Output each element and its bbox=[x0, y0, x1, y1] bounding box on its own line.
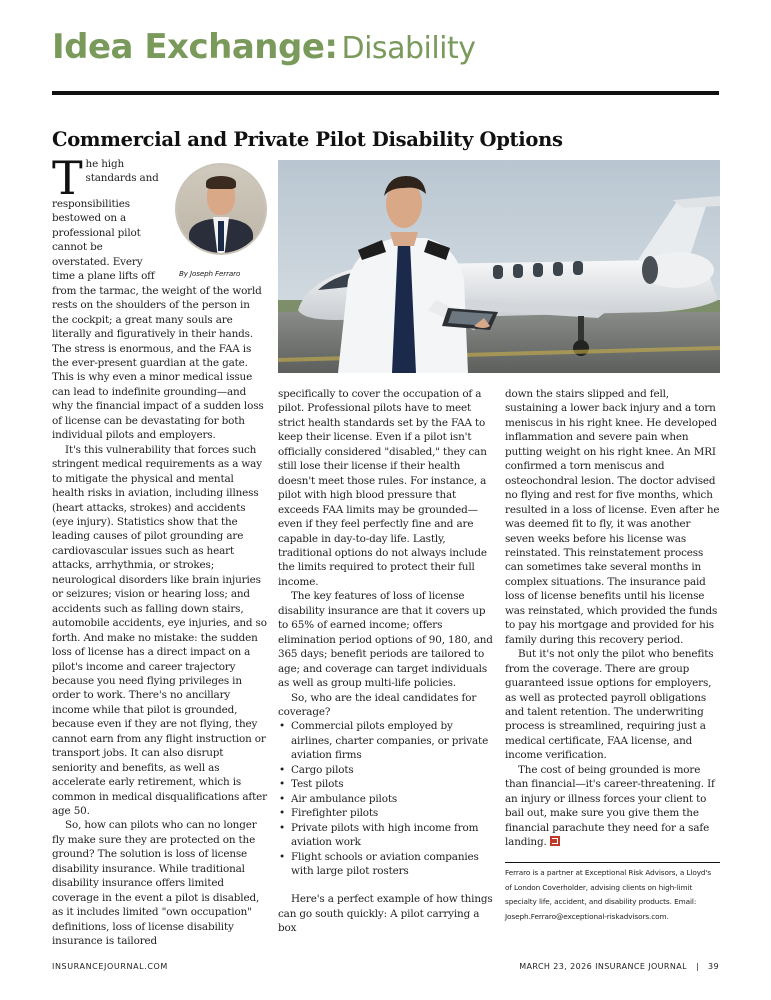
footer-website: INSURANCEJOURNAL.COM bbox=[52, 962, 168, 971]
list-item: • Air ambulance pilots bbox=[278, 792, 496, 806]
page-number: 39 bbox=[708, 962, 719, 971]
author-block bbox=[169, 157, 267, 281]
paragraph: The cost of being grounded is more than financial—it's career-threatening. If an injury or illness forces your client to bail out, make sure you give them the financial parachute they need for a safe landing. bbox=[505, 763, 715, 849]
paragraph: But it's not only the pilot who benefits from the coverage. There are group guaranteed issue options for employers, as well as protected payroll obligations and talent retention. The underwriting process is streamlined, requiring just a medical certificate, FAA license, and income verification. bbox=[505, 648, 714, 762]
paragraph: specifically to cover the occupation of a pilot. Professional pilots have to meet strict health standards set by the FAA to keep their license. Even if a pilot isn't officially considered "disabled," they can still lose their license if their health doesn't meet those rules. For instance, a pilot with high blood pressure that exceeds FAA limits may be grounded—even if they feel perfectly fine and are capable in day-to-day life. Lastly, traditional options do not always include the limits required to protect their full income. bbox=[278, 388, 487, 588]
list-item: • Firefighter pilots bbox=[278, 806, 496, 820]
end-of-article-icon bbox=[550, 836, 560, 846]
article-column-1 bbox=[52, 151, 267, 949]
list-item: • Cargo pilots bbox=[278, 763, 496, 777]
list-item: • Test pilots bbox=[278, 777, 496, 791]
folio-separator: | bbox=[695, 962, 700, 971]
paragraph: So, who are the ideal candidates for coverage? bbox=[278, 691, 477, 718]
byline: By Joseph Ferraro bbox=[179, 269, 241, 278]
footer-folio bbox=[519, 962, 719, 971]
article-headline: Commercial and Private Pilot Disability Options bbox=[52, 128, 563, 152]
paragraph: The key features of loss of license disability insurance are that it covers up to 65% of earned income; offers elimination period options of 90, 180, and 365 days; benefit periods are tailored to age; and coverage can target individuals as well as group multi-life policies. bbox=[278, 590, 493, 690]
pilot-photo bbox=[278, 160, 720, 373]
bio-divider bbox=[505, 862, 720, 863]
publication-name: INSURANCE JOURNAL bbox=[595, 962, 687, 971]
paragraph: Here's a perfect example of how things can go south quickly: A pilot carrying a box bbox=[278, 893, 493, 935]
paragraph: down the stairs slipped and fell, sustaining a lower back injury and a torn meniscus in his right knee. He developed inflammation and severe pain when putting weight on his right knee. An MRI confirmed a torn meniscus and osteochondral lesion. The doctor advised no flying and rest for five months, which resulted in a loss of license. Even after he was deemed fit to fly, it was another seven weeks before his license was reinstated. This reinstatement process can sometimes take several months in complex situations. The insurance paid loss of license benefits until his license was reinstated, which provided the funds to pay his mortgage and provided for his family during this recovery period. bbox=[505, 388, 720, 646]
article-column-2 bbox=[278, 387, 496, 936]
author-bio: Ferraro is a partner at Exceptional Risk Advisors, a Lloyd's of London Coverholder, advising clients on high-limit specialty life, accident, and disability products. Email: Joseph.Ferraro@exceptional-riskadvisors.com. bbox=[505, 868, 712, 922]
paragraph: The high standards and responsibilities bestowed on a professional pilot cannot be overstated. Every time a plane lifts off from the tarmac, the weight of the world rests on the shoulders of the person in the cockpit; a great many souls are literally and figuratively in their hands. The stress is enormous, and the FAA is the ever-present guardian at the gate. This is why even a minor medical issue can lead to indefinite grounding—and why the financial impact of a sudden loss of license can be devastating for both individual pilots and employers. bbox=[52, 151, 264, 442]
author-photo bbox=[175, 163, 267, 255]
list-item: • Commercial pilots employed by airlines, charter companies, or private aviation firms bbox=[278, 719, 496, 762]
pilot-with-jet-illustration bbox=[278, 160, 720, 373]
paragraph: It's this vulnerability that forces such stringent medical requirements as a way to mitigate the physical and mental health risks in aviation, including illness (heart attacks, strokes) and accidents (eye injury). Statistics show that the leading causes of pilot grounding are cardiovascular issues such as heart attacks, arrhythmia, or strokes; neurological disorders like brain injuries or seizures; vision or hearing loss; and accidents such as falling down stairs, automobile accidents, eye injuries, and so forth. And make no mistake: the sudden loss of license has a direct impact on a pilot's income and career trajectory because you need flying privileges in order to work. There's no ancillary income while that pilot is grounded, because even if they are not flying, they cannot earn from any flight instruction or transport jobs. It can also disrupt seniority and benefits, as well as accelerate early retirement, which is common in medical disqualifications after age 50. bbox=[52, 443, 267, 818]
issue-date: MARCH 23, 2026 bbox=[519, 962, 593, 971]
list-item: • Private pilots with high income from aviation work bbox=[278, 821, 496, 850]
section-header bbox=[52, 27, 476, 67]
paragraph: So, how can pilots who can no longer fly make sure they are protected on the ground? The solution is loss of license disability insurance. While traditional disability insurance offers limited coverage in the event a pilot is disabled, as it includes limited "own occupation" definitions, loss of license disability insurance is tailored bbox=[52, 819, 260, 948]
drop-cap: T bbox=[52, 151, 83, 205]
article-column-3 bbox=[505, 387, 720, 850]
section-name: Idea Exchange: bbox=[52, 27, 338, 67]
list-item: • Flight schools or aviation companies with large pilot rosters bbox=[278, 850, 496, 879]
candidate-list bbox=[278, 719, 496, 878]
header-rule bbox=[52, 91, 719, 95]
section-topic: Disability bbox=[341, 31, 476, 66]
